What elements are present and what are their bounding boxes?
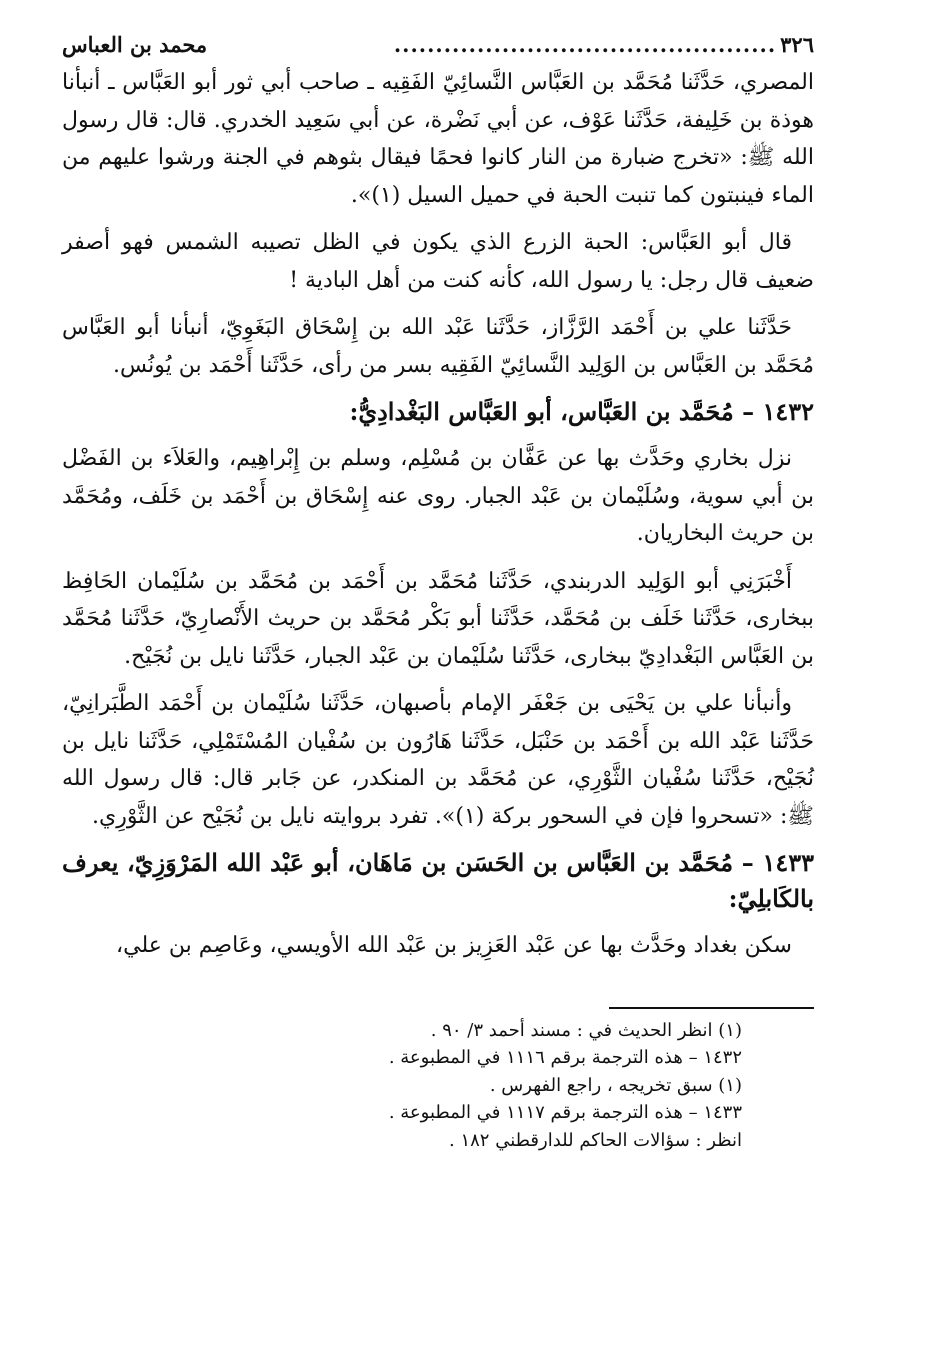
footnote-item: ١٤٣٢ – هذه الترجمة برقم ١١١٦ في المطبوعة . <box>388 1047 742 1068</box>
leader-dots: .............................................. <box>393 32 777 57</box>
footnote-item: ١٤٣٣ – هذه الترجمة برقم ١١١٧ في المطبوعة . <box>388 1102 742 1123</box>
paragraph-entry-1433-bio: سكن بغداد وحَدَّث بها عن عَبْد العَزِيز بن عَبْد الله الأويسي، وعَاصِم بن علي، <box>116 933 792 958</box>
paragraph-isnad-razzaz: حَدَّثَنا علي بن أَحْمَد الرَّزَّاز، حَدَّثَنا عَبْد الله بن إِسْحَاق البَغَوِيّ، أنبأنا أبو العَبَّاس مُحَمَّد بن العَبَّاس بن الوَلِيد النَّسائِيّ الفَقِيه بسر من رأى، حَدَّثَنا أَحْمَد بن يُونُس. <box>62 315 814 378</box>
running-title: محمد بن العباس <box>62 32 208 57</box>
paragraph-entry-1432-hadith: وأنبأنا علي بن يَحْيَى بن جَعْفَر الإمام بأصبهان، حَدَّثَنا سُلَيْمان بن أَحْمَد الطَّبَرانِيّ، حَدَّثَنا عَبْد الله بن أَحْمَد بن حَنْبَل، حَدَّثَنا هَارُون بن سُفْيان المُسْتَمْلِي، حَدَّثَنا نايل بن نُجَيْح، حَدَّثَنا سُفْيان الثَّوْرِي، عن مُحَمَّد بن المنكدر، عن جَابر قال: قال رسول الله ﷺ: «تسحروا فإن في السحور بركة (١)». تفرد بروايته نايل بن نُجَيْح عن الثَّوْرِي. <box>62 691 814 829</box>
paragraph-entry-1432-bio: نزل بخاري وحَدَّث بها عن عَفَّان بن مُسْلِم، وسلم بن إِبْراهِيم، والعَلاَء بن الفَضْل بن أبي سوية، وسُلَيْمان بن عَبْد الجبار. روى عنه إِسْحَاق بن أَحْمَد بن خَلَف، ومُحَمَّد بن حريث البخاريان. <box>62 446 814 546</box>
paragraph-entry-1432-isnad: أَخْبَرَنِي أبو الوَلِيد الدربندي، حَدَّثَنا مُحَمَّد بن أَحْمَد بن مُحَمَّد بن سُلَيْمان الحَافِظ ببخارى، حَدَّثَنا خَلَف بن مُحَمَّد، حَدَّثَنا أبو بَكْر مُحَمَّد بن حريث الأَنْصارِيّ، حَدَّثَنا مُحَمَّد بن العَبَّاس البَغْدادِيّ ببخارى، حَدَّثَنا سُلَيْمان بن عَبْد الجبار، حَدَّثَنا نايل بن نُجَيْح. <box>62 568 814 669</box>
paragraph-hadith-1: المصري، حَدَّثَنا مُحَمَّد بن العَبَّاس النَّسائِيّ الفَقِيه ـ صاحب أبي ثور أبو العَبَّاس ـ أنبأنا هوذة بن خَلِيفة، حَدَّثَنا عَوْف، عن أبي نَضْرة، عن أبي سَعِيد الخدري. قال: قال رسول الله ﷺ: «تخرج ضبارة من النار كانوا فحمًا فيقال بثوهم في الجنة ورشوا عليهم من الماء فينبتون كما تنبت الحبة في حميل السيل (١)». <box>62 70 814 208</box>
footnotes <box>62 1017 814 1155</box>
entry-heading-1433: ١٤٣٣ – مُحَمَّد بن العَبَّاس بن الحَسَن بن مَاهَان، أبو عَبْد الله المَرْوَزِيّ، يعرف بالكَابلِيّ: <box>62 848 814 913</box>
book-page <box>62 30 814 1154</box>
paragraph-abu-abbas-comment: قال أبو العَبَّاس: الحبة الزرع الذي يكون في الظل تصيبه الشمس فهو أصفر ضعيف قال رجل: يا رسول الله، كأنه كنت من أهل البادية ! <box>62 230 814 293</box>
footnote-item: (١) انظر الحديث في : مسند أحمد ٣/ ٩٠ . <box>430 1019 742 1041</box>
footnote-separator <box>609 1007 814 1009</box>
running-header <box>62 30 814 60</box>
footnote-item: انظر : سؤالات الحاكم للدارقطني ١٨٢ . <box>449 1129 742 1151</box>
page-number: ٣٢٦ <box>780 32 814 57</box>
footnote-item: (١) سبق تخريجه ، راجع الفهرس . <box>489 1074 742 1096</box>
entry-heading-1432: ١٤٣٢ – مُحَمَّد بن العَبَّاس، أبو العَبَّاس البَغْدادِيُّ: <box>349 397 814 426</box>
